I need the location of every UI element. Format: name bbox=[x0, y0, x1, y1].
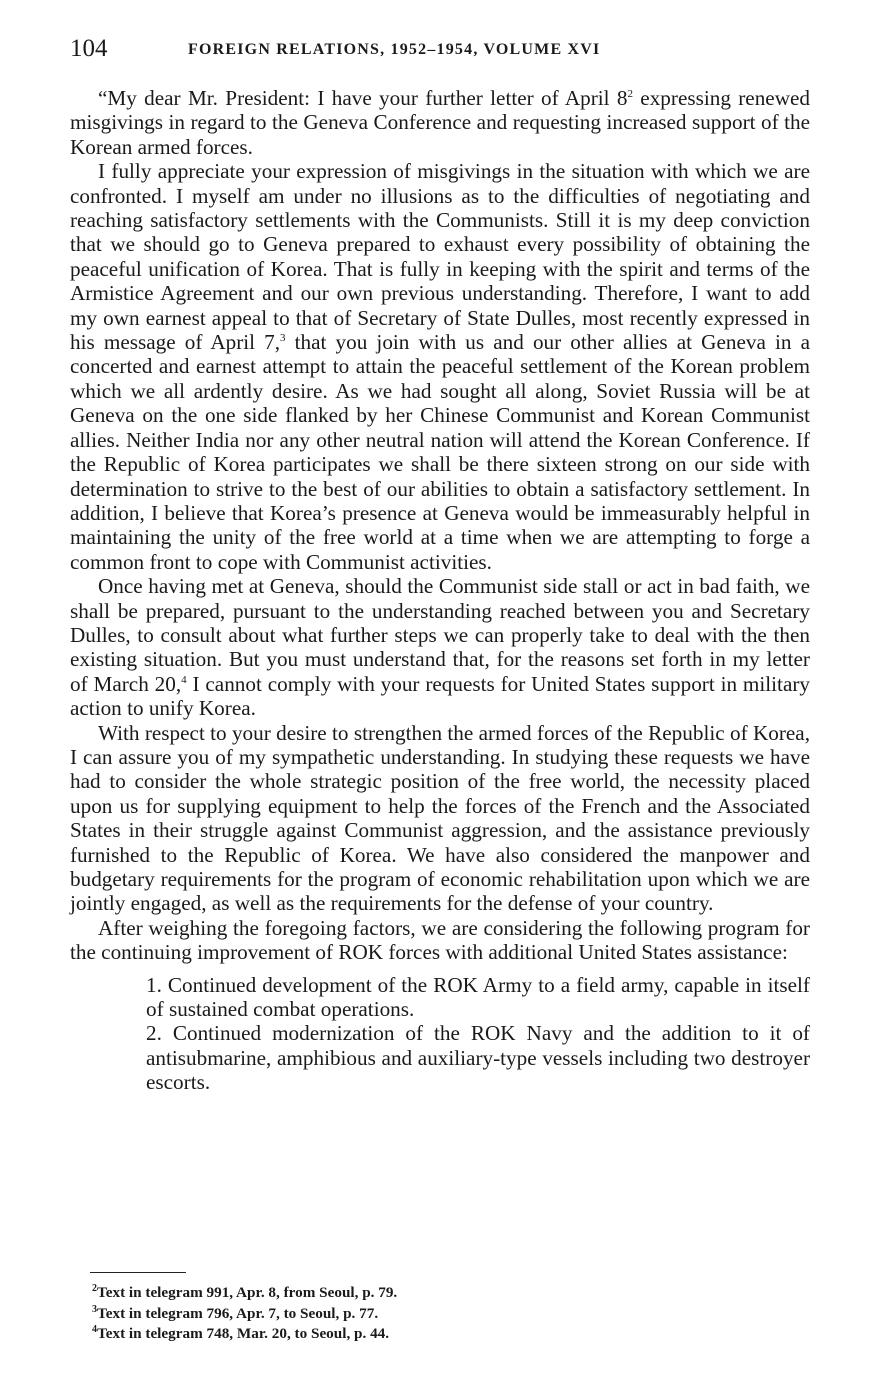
list-item: 1. Continued development of the ROK Army to a field army, capable in itself of sustained combat operations. bbox=[146, 972, 810, 1022]
paragraph-3: Once having met at Geneva, should the Communist side stall or act in bad faith, we shall be prepared, pursuant to the understanding reached between you and Secretary Dulles, to consult about what further steps we can properly take to deal with the then existing situation. But you must understand that, for the reasons set forth in my letter of March 20,$^4$ I cannot comply with your requests for United States support in military action to unify Korea. bbox=[70, 574, 810, 721]
paragraph-2: I fully appreciate your expression of misgivings in the situation with which we are confronted. I myself am under no illusions as to the difficulties of negotiating and reaching satisfactory settlements with the Communists. Still it is my deep conviction that we should go to Geneva prepared to exhaust every possibility of obtaining the peaceful unification of Korea. That is fully in keeping with the spirit and terms of the Armistice Agreement and our own previous understanding. Therefore, I want to add my own earnest appeal to that of Secretary of State Dulles, most recently expressed in his message of April 7,$^3$ that you join with us and our other allies at Geneva in a concerted and earnest attempt to attain the peaceful settlement of the Korean problem which we all ardently desire. As we had sought all along, Soviet Russia will be at Geneva on the one side flanked by her Chinese Communist and Korean Communist allies. Neither India nor any other neutral nation will attend the Korean Conference. If the Republic of Korea participates we shall be there sixteen strong on our side with determination to strive to the best of our abilities to obtain a satisfactory settlement. In addition, I believe that Korea’s presence at Geneva would be immeasurably helpful in maintaining the unity of the free world at a time when we are attempting to forge a common front to cope with Communist activities. bbox=[70, 159, 810, 574]
paragraph-4: With respect to your desire to strengthen the armed forces of the Republic of Korea, I can assure you of my sympathetic understanding. In studying these requests we have had to consider the whole strategic position of the free world, the necessity placed upon us for supplying equipment to help the forces of the French and the Associated States in their struggle against Communist aggression, and the assistance previously furnished to the Republic of Korea. We have also considered the manpower and budgetary requirements for the program of economic rehabilitation upon which we are jointly engaged, as well as the requirements for the defense of your country. bbox=[70, 720, 810, 916]
footnote-divider bbox=[90, 1272, 186, 1273]
list-item: 2. Continued modernization of the ROK Navy and the addition to it of antisubmarine, amphibious and auxiliary-type vessels including two destroyer escorts. bbox=[146, 1021, 810, 1095]
paragraph-5: After weighing the foregoing factors, we are considering the following program for the continuing improvement of ROK forces with additional United States assistance: bbox=[70, 915, 810, 965]
footnote-ref-4: 4 bbox=[181, 673, 187, 686]
footnote-4: $^4$Text in telegram 748, Mar. 20, to Seoul, p. 44. bbox=[92, 1323, 390, 1342]
paragraph-1: “My dear Mr. President: I have your further letter of April $8^2$ expressing renewed misgivings in regard to the Geneva Conference and requesting increased support of the Korean armed forces. bbox=[70, 86, 810, 159]
footnote-2: $^2$Text in telegram 991, Apr. 8, from Seoul, p. 79. bbox=[92, 1282, 398, 1301]
page-header bbox=[70, 34, 810, 64]
program-list bbox=[70, 973, 810, 1095]
body-text bbox=[70, 86, 810, 1095]
footnote-3: $^3$Text in telegram 796, Apr. 7, to Seoul, p. 77. bbox=[92, 1303, 379, 1322]
page-number: 104 bbox=[70, 35, 108, 62]
footnote-ref-2: 2 bbox=[627, 87, 633, 100]
footnotes bbox=[92, 1283, 792, 1345]
running-head: FOREIGN RELATIONS, 1952–1954, VOLUME XVI bbox=[188, 41, 601, 58]
footnote-ref-3: 3 bbox=[280, 332, 286, 344]
